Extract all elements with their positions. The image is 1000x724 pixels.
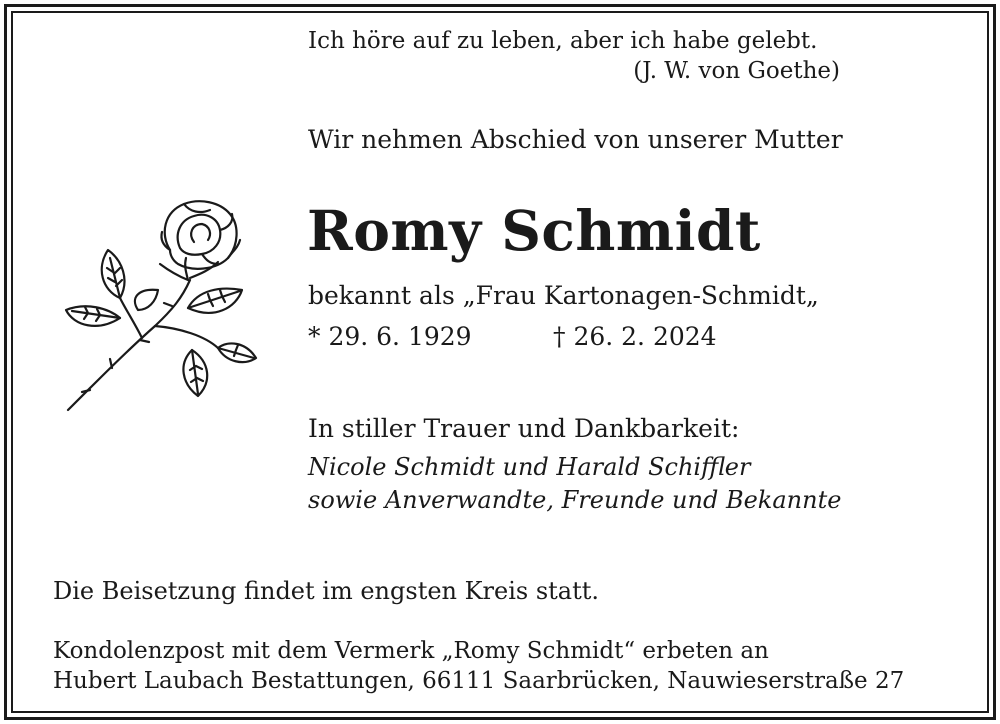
deceased-name: Romy Schmidt bbox=[307, 198, 761, 263]
burial-note: Die Beisetzung findet im engsten Kreis statt. bbox=[53, 577, 600, 605]
condolence-address: Hubert Laubach Bestattungen, 66111 Saarbrücken, Nauwieserstraße 27 bbox=[53, 668, 905, 694]
condolence-note: Kondolenzpost mit dem Vermerk „Romy Schmidt“ erbeten an bbox=[53, 638, 769, 664]
birth-date: * 29. 6. 1929 bbox=[308, 322, 472, 351]
nickname-line: bekannt als „Frau Kartonagen-Schmidt„ bbox=[308, 281, 819, 310]
farewell-line: Wir nehmen Abschied von unserer Mutter bbox=[308, 125, 843, 154]
mourner-line: sowie Anverwandte, Freunde und Bekannte bbox=[308, 486, 842, 514]
mourning-intro: In stiller Trauer und Dankbarkeit: bbox=[308, 414, 740, 443]
quote-author: (J. W. von Goethe) bbox=[633, 58, 840, 84]
death-date: † 26. 2. 2024 bbox=[553, 322, 717, 351]
quote-text: Ich höre auf zu leben, aber ich habe gelebt. bbox=[308, 28, 818, 54]
mourner-line: Nicole Schmidt und Harald Schiffler bbox=[308, 453, 751, 481]
rose-icon bbox=[60, 198, 265, 418]
